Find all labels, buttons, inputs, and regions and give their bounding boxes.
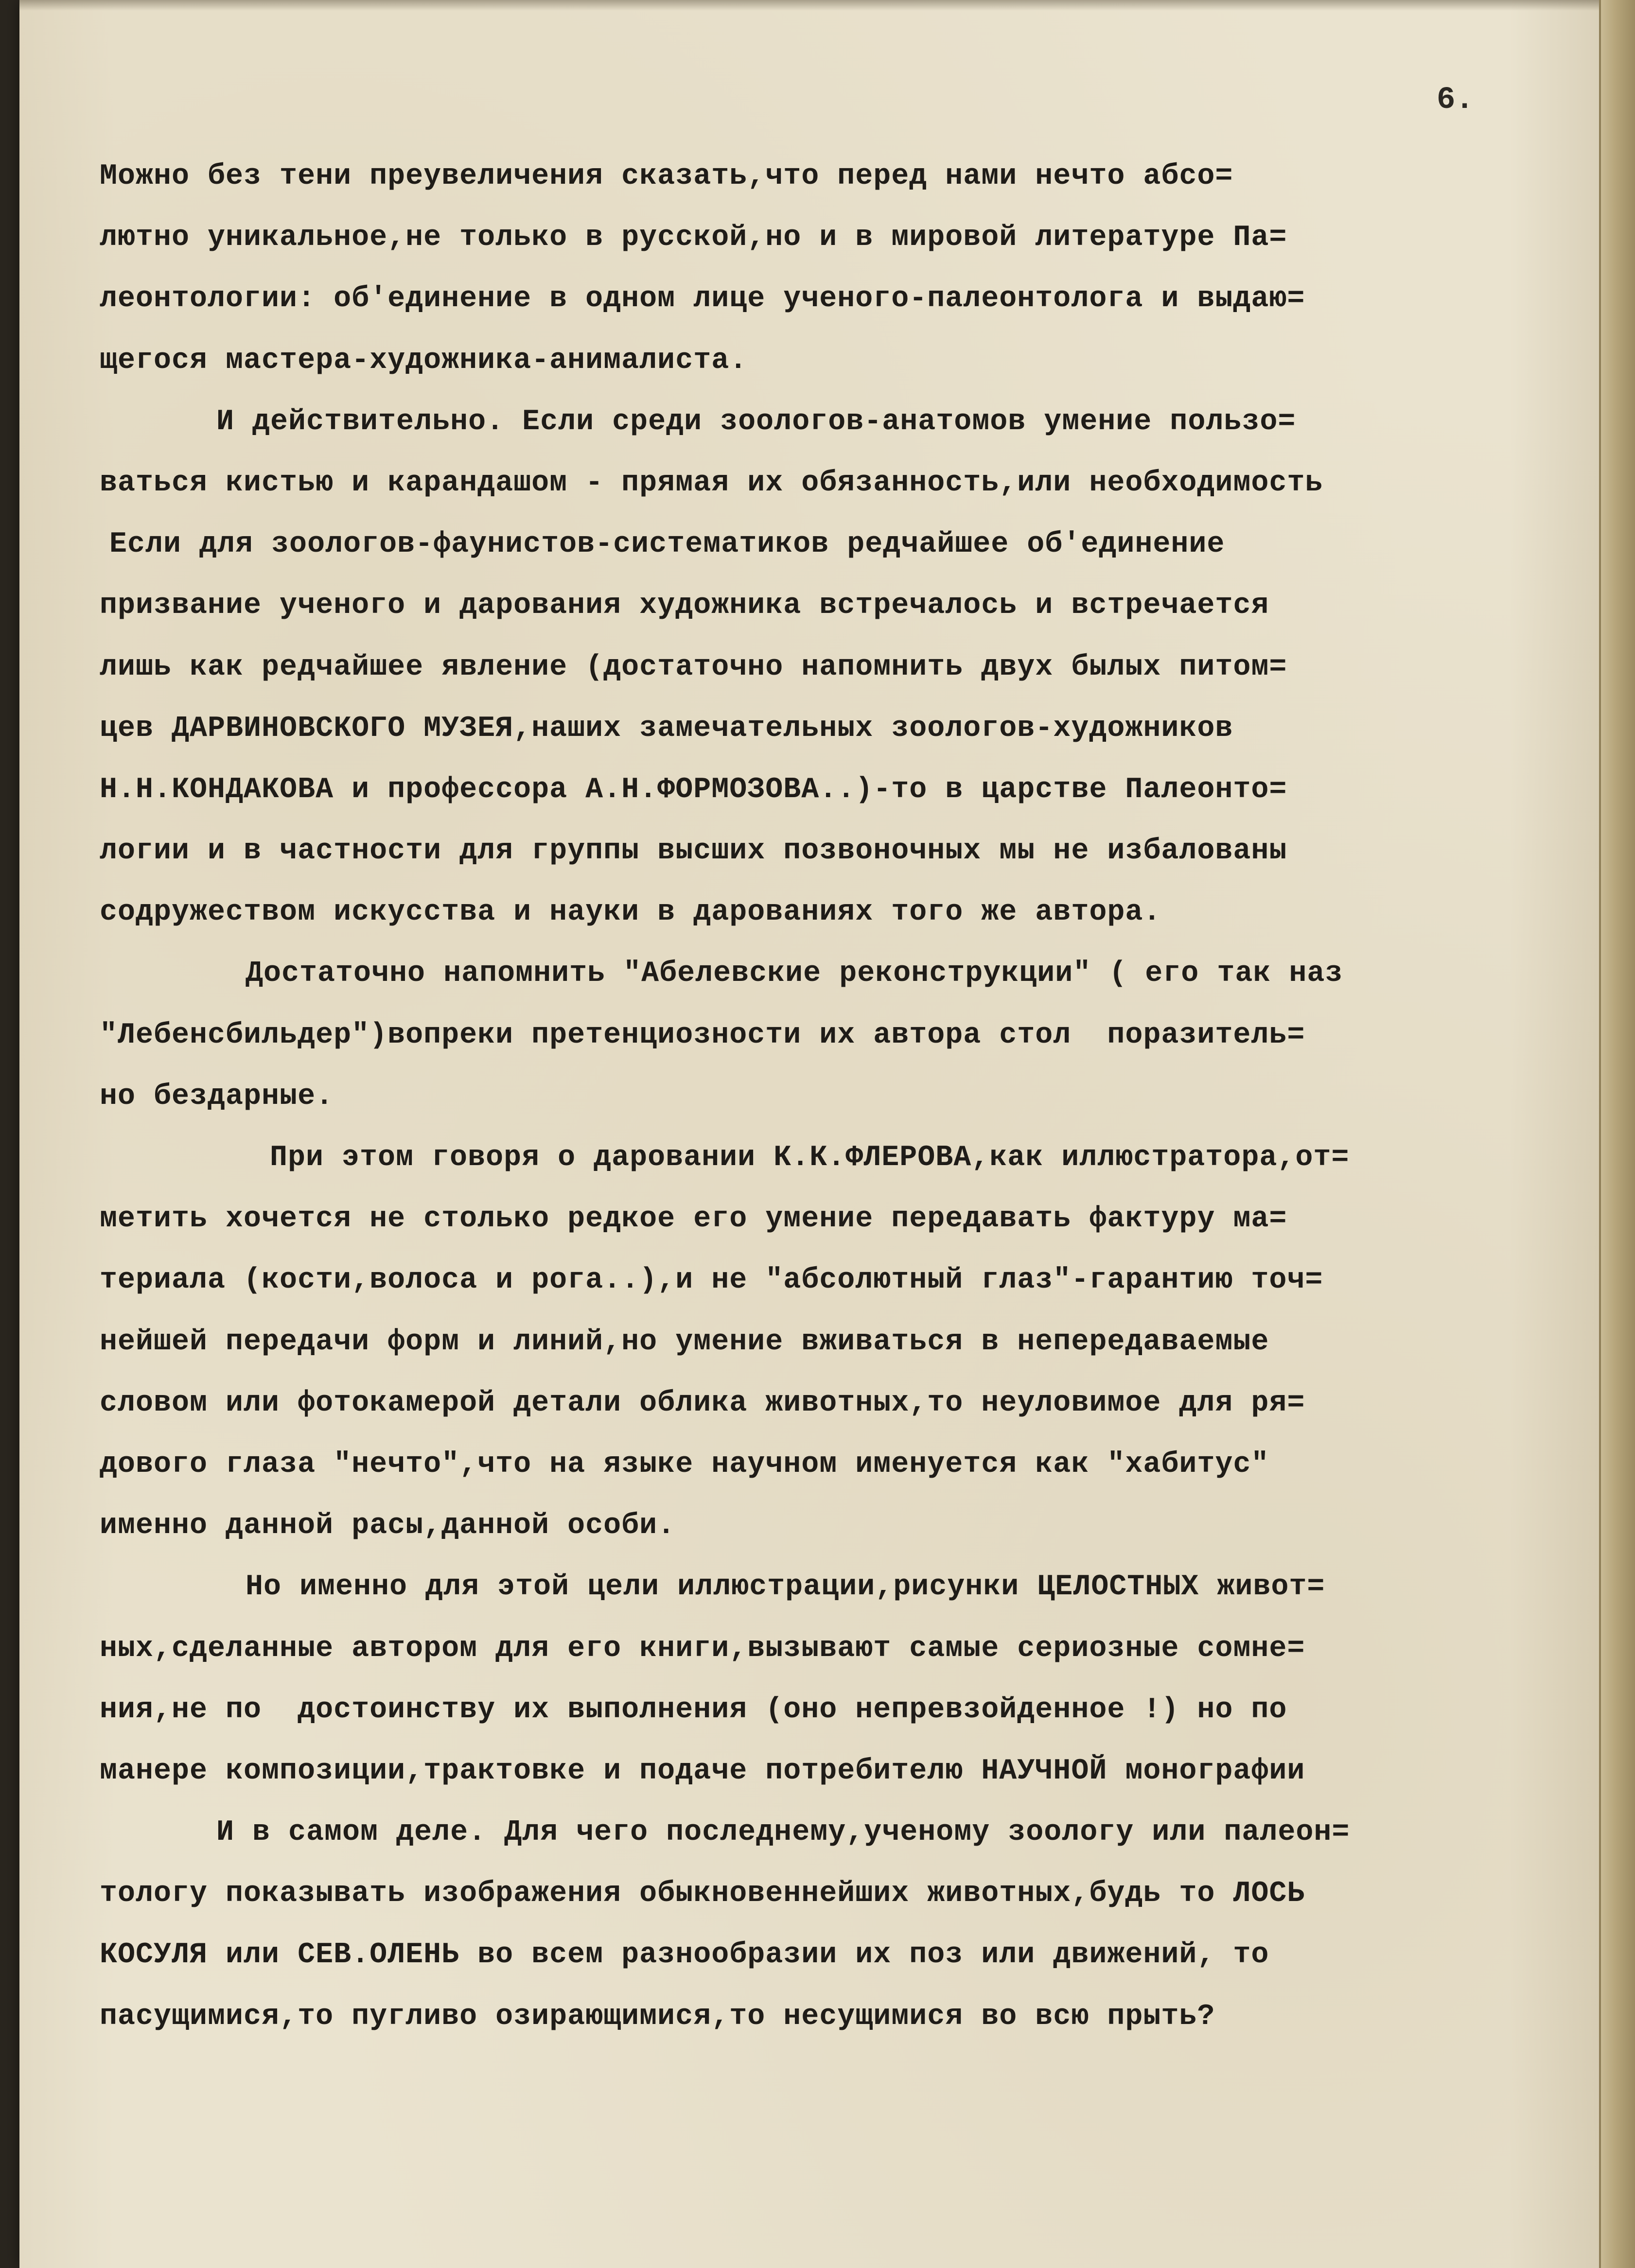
text-line: метить хочется не столько редкое его умение передавать фактуру ма= — [100, 1203, 1287, 1236]
text-line: ных,сделанные автором для его книги,вызывают самые сериозные сомне= — [100, 1632, 1305, 1665]
text-line: "Лебенсбильдер")вопреки претенциозности их автора стол поразитель= — [100, 1018, 1305, 1052]
text-line: Если для зоологов-фаунистов-систематиков редчайшее об'единение — [109, 528, 1225, 561]
page-number: 6. — [1437, 83, 1474, 118]
text-line: лютно уникальное,не только в русской,но и в мировой литературе Па= — [100, 221, 1287, 255]
text-line: Н.Н.КОНДАКОВА и профессора А.Н.ФОРМОЗОВА..)-то в царстве Палеонто= — [100, 773, 1287, 806]
top-shadow-strip — [19, 0, 1604, 11]
text-line: но бездарные. — [100, 1080, 334, 1113]
text-line: именно данной расы,данной особи. — [100, 1509, 676, 1543]
text-line: лишь как редчайшее явление (достаточно напомнить двух былых питом= — [100, 650, 1287, 684]
text-line: словом или фотокамерой детали облика животных,то неуловимое для ря= — [100, 1386, 1305, 1420]
text-line: КОСУЛЯ или СЕВ.ОЛЕНЬ во всем разнообразии их поз или движений, то — [100, 1938, 1269, 1972]
text-line: щегося мастера-художника-анималиста. — [100, 344, 748, 377]
text-line: ния,не по достоинству их выполнения (оно непревзойденное !) но по — [100, 1693, 1287, 1727]
text-line: дового глаза "нечто",что на языке научном именуется как "хабитус" — [100, 1448, 1269, 1481]
text-line: ваться кистью и карандашом - прямая их обязанность,или необходимость — [100, 466, 1323, 500]
text-line: манере композиции,трактовке и подаче потребителю НАУЧНОЙ монографии — [100, 1754, 1305, 1788]
text-line: логии и в частности для группы высших позвоночных мы не избалованы — [100, 835, 1287, 868]
text-line: териала (кости,волоса и рога..),и не "абсолютный глаз"-гарантию точ= — [100, 1264, 1323, 1297]
text-line: призвание ученого и дарования художника встречалось и встречается — [100, 589, 1269, 623]
text-line: нейшей передачи форм и линий,но умение вживаться в непередаваемые — [100, 1325, 1269, 1359]
text-line: тологу показывать изображения обыкновеннейших животных,будь то ЛОСЬ — [100, 1877, 1305, 1911]
page-edge — [1599, 0, 1635, 2268]
text-line: Можно без тени преувеличения сказать,что перед нами нечто абсо= — [100, 160, 1233, 193]
text-line: пасущимися,то пугливо озирающимися,то несущимися во всю прыть? — [100, 2000, 1215, 2033]
text-line: Достаточно напомнить "Абелевские реконструкции" ( его так наз — [246, 957, 1343, 991]
text-line: леонтологии: об'единение в одном лице ученого-палеонтолога и выдаю= — [100, 282, 1305, 316]
text-line: И в самом деле. Для чего последнему,ученому зоологу или палеон= — [216, 1816, 1350, 1849]
text-line: содружеством искусства и науки в дарованиях того же автора. — [100, 896, 1161, 929]
text-line: И действительно. Если среди зоологов-анатомов умение пользо= — [216, 405, 1296, 438]
text-line: Но именно для этой цели иллюстрации,рисунки ЦЕЛОСТНЫХ живот= — [246, 1570, 1325, 1604]
typewritten-body — [100, 146, 1534, 2047]
text-line: цев ДАРВИНОВСКОГО МУЗЕЯ,наших замечательных зоологов-художников — [100, 712, 1233, 745]
text-line: При этом говоря о даровании К.К.ФЛЕРОВА,как иллюстратора,от= — [270, 1141, 1350, 1174]
